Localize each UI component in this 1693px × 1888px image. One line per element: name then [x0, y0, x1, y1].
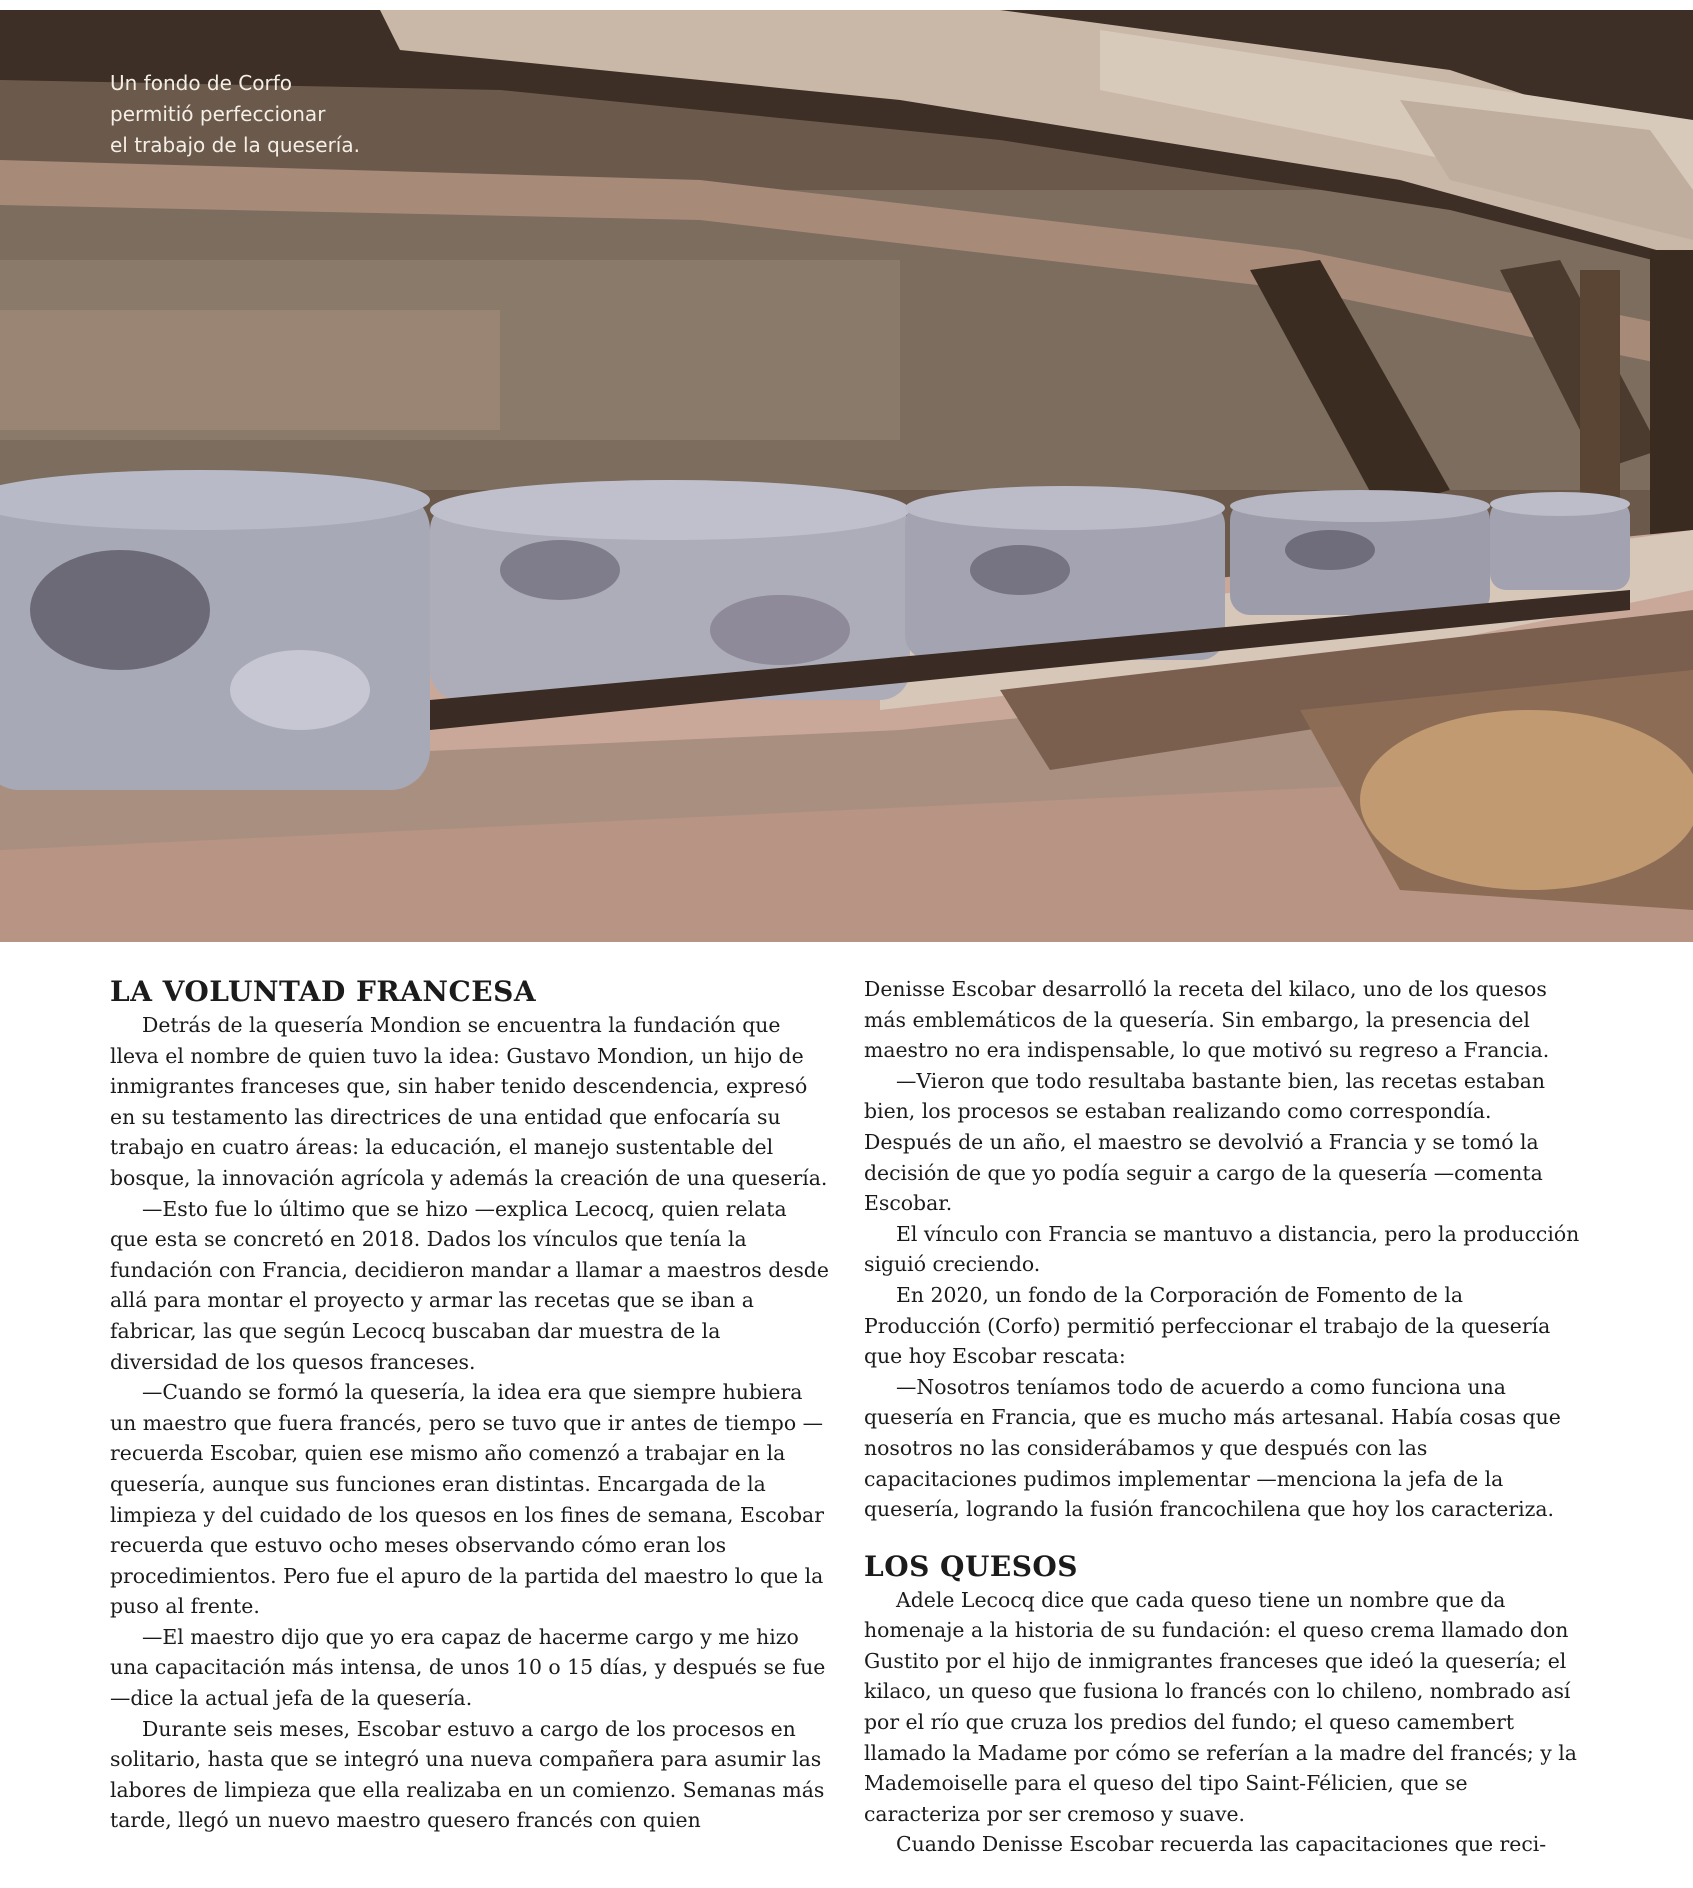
- paragraph: —Vieron que todo resultaba bastante bien, las recetas estaban bien, los procesos se estaban realizando como correspondía. Después de un año, el maestro se devolvió a Francia y se tomó la decisión de que yo podía seguir a cargo de la quesería —comenta Escobar.: [864, 1068, 1546, 1216]
- cheese-wheel-5: [1490, 492, 1630, 590]
- paragraph: Cuando Denisse Escobar recuerda las capacitaciones que reci-: [896, 1832, 1547, 1857]
- paragraph: —El maestro dijo que yo era capaz de hacerme cargo y me hizo una capacitación más intensa, de unos 10 o 15 días, y después se fue —dice la actual jefa de la quesería.: [110, 1624, 826, 1711]
- article-column-left: [110, 974, 830, 1836]
- paragraph: En 2020, un fondo de la Corporación de Fomento de la Producción (Corfo) permitió perfeccionar el trabajo de la quesería que hoy Escobar rescata:: [864, 1282, 1551, 1369]
- section-heading: LOS QUESOS: [864, 1549, 1079, 1583]
- paragraph: Durante seis meses, Escobar estuvo a cargo de los procesos en solitario, hasta que se integró una nueva compañera para asumir las labores de limpieza que ella realizaba en un comienzo. Semanas más tarde, llegó un nuevo maestro quesero francés con quien: [110, 1716, 825, 1833]
- photo-caption: Un fondo de Corfo permitió perfeccionar el trabajo de la quesería.: [110, 71, 360, 157]
- paragraph: Detrás de la quesería Mondion se encuentra la fundación que lleva el nombre de quien tuvo la idea: Gustavo Mondion, un hijo de inmigrantes franceses que, sin haber tenido descendencia, expresó en su testamento las directrices de una entidad que enfocaría su trabajo en cuatro áreas: la educación, el manejo sustentable del bosque, la innovación agrícola y además la creación de una quesería.: [110, 1013, 828, 1190]
- cheese-shelves-photo: [0, 10, 1693, 942]
- paragraph: —Nosotros teníamos todo de acuerdo a como funciona una quesería en Francia, que es mucho más artesanal. Había cosas que nosotros no las considerábamos y que después con las capacitaciones pudimos implementar —menciona la jefa de la quesería, logrando la fusión francochilena que hoy los caracteriza.: [864, 1374, 1561, 1522]
- article-column-right: [864, 974, 1584, 1860]
- paragraph: Adele Lecocq dice que cada queso tiene un nombre que da homenaje a la historia de su fundación: el queso crema llamado don Gustito por el hijo de inmigrantes franceses que ideó la quesería; el kilaco, un queso que fusiona lo francés con lo chileno, nombrado así por el río que cruza los predios del fundo; el queso camembert llamado la Madame por cómo se referían a la madre del francés; y la Mademoiselle para el queso del tipo Saint-Félicien, que se caracteriza por ser cremoso y suave.: [864, 1587, 1577, 1826]
- section-heading: LA VOLUNTAD FRANCESA: [110, 975, 537, 1008]
- paragraph: —Esto fue lo último que se hizo —explica Lecocq, quien relata que esta se concretó en 2018. Dados los vínculos que tenía la fundación con Francia, decidieron mandar a llamar a maestros desde allá para montar el proyecto y armar las recetas que se iban a fabricar, las que según Lecocq buscaban dar muestra de la diversidad de los quesos franceses.: [110, 1196, 829, 1374]
- paragraph: —Cuando se formó la quesería, la idea era que siempre hubiera un maestro que fuera francés, pero se tuvo que ir antes de tiempo —recuerda Escobar, quien ese mismo año comenzó a trabajar en la quesería, aunque sus funciones eran distintas. Encargada de la limpieza y del cuidado de los quesos en los fines de semana, Escobar recuerda que estuvo ocho meses observando cómo eran los procedimientos. Pero fue el apuro de la partida del maestro lo que la puso al frente.: [110, 1380, 824, 1619]
- paragraph: El vínculo con Francia se mantuvo a distancia, pero la producción siguió creciendo.: [864, 1221, 1580, 1277]
- cheese-wheel-4: [1230, 490, 1490, 615]
- paragraph-continuation: Denisse Escobar desarrolló la receta del kilaco, uno de los quesos más emblemáticos de la quesería. Sin embargo, la presencia del maestro no era indispensable, lo que motivó su regreso a Francia.: [864, 977, 1550, 1063]
- cheese-wheel-1: [0, 470, 430, 790]
